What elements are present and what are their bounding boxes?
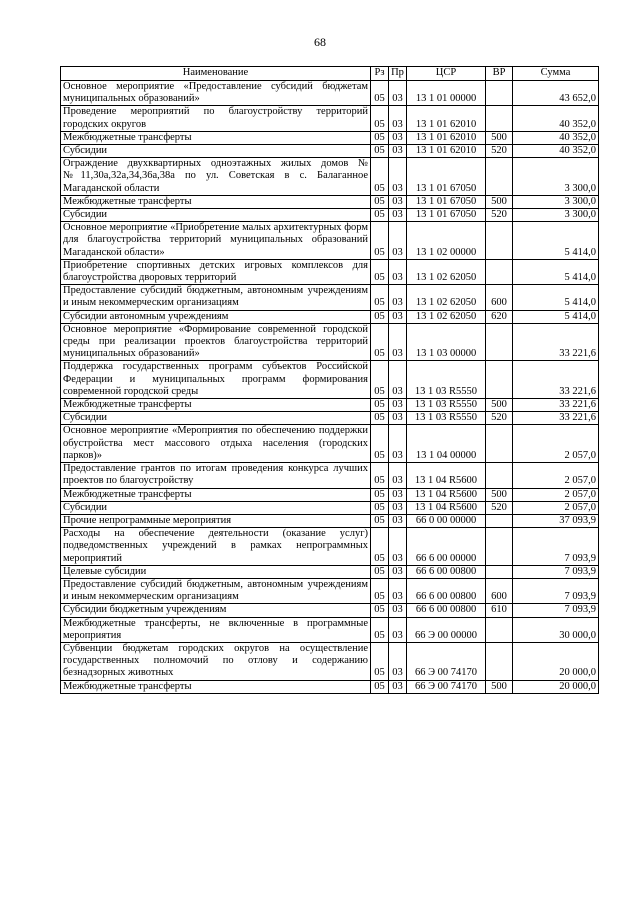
row-name: Основное мероприятие «Предоставление субсидий бюджетам муниципальных образований»: [61, 81, 371, 106]
row-csr: 66 0 00 00000: [407, 514, 486, 527]
row-csr: 13 1 02 62050: [407, 285, 486, 310]
page-number: 68: [314, 35, 326, 49]
table-row: [61, 310, 599, 323]
row-rz: 05: [371, 501, 389, 514]
row-pr: 03: [389, 642, 407, 680]
row-name: Субвенции бюджетам городских округов на осуществление государственных полномочий по отлову и содержанию безнадзорных животных: [61, 642, 371, 680]
table-row: [61, 81, 599, 106]
row-name: Основное мероприятие «Формирование современной городской среды при реализации проектов благоустройства территорий муниципальных образований»: [61, 323, 371, 361]
row-rz: 05: [371, 81, 389, 106]
row-sum: 30 000,0: [513, 617, 599, 642]
row-vr: [486, 528, 513, 566]
row-vr: [486, 259, 513, 284]
row-pr: 03: [389, 81, 407, 106]
row-sum: 2 057,0: [513, 425, 599, 463]
table-row: [61, 604, 599, 617]
row-rz: 05: [371, 145, 389, 158]
table-header-row: [61, 67, 599, 81]
table-row: [61, 528, 599, 566]
column-header-vr: ВР: [486, 67, 513, 81]
row-rz: 05: [371, 195, 389, 208]
table-row: [61, 209, 599, 222]
row-csr: 13 1 02 00000: [407, 222, 486, 260]
row-pr: 03: [389, 604, 407, 617]
row-pr: 03: [389, 399, 407, 412]
row-sum: 7 093,9: [513, 578, 599, 603]
row-vr: 520: [486, 145, 513, 158]
row-rz: 05: [371, 310, 389, 323]
table-row: [61, 145, 599, 158]
row-sum: 20 000,0: [513, 642, 599, 680]
row-rz: 05: [371, 642, 389, 680]
row-sum: 3 300,0: [513, 209, 599, 222]
row-vr: 500: [486, 195, 513, 208]
row-sum: 2 057,0: [513, 463, 599, 488]
row-name: Ограждение двухквартирных одноэтажных жилых домов №№11,30а,32а,34,36а,38а по ул. Советская в с. Балаганное Магаданской области: [61, 158, 371, 196]
row-pr: 03: [389, 131, 407, 144]
row-name: Приобретение спортивных детских игровых комплексов для благоустройства дворовых территорий: [61, 259, 371, 284]
row-csr: 13 1 02 62050: [407, 310, 486, 323]
row-vr: 500: [486, 488, 513, 501]
row-rz: 05: [371, 399, 389, 412]
row-name: Субсидии бюджетным учреждениям: [61, 604, 371, 617]
row-rz: 05: [371, 578, 389, 603]
row-vr: [486, 361, 513, 399]
row-pr: 03: [389, 209, 407, 222]
row-sum: 7 093,9: [513, 528, 599, 566]
row-vr: 610: [486, 604, 513, 617]
row-rz: 05: [371, 565, 389, 578]
row-pr: 03: [389, 361, 407, 399]
row-rz: 05: [371, 425, 389, 463]
row-rz: 05: [371, 222, 389, 260]
row-csr: 13 1 01 62010: [407, 106, 486, 131]
row-rz: 05: [371, 412, 389, 425]
row-rz: 05: [371, 259, 389, 284]
row-csr: 13 1 01 67050: [407, 209, 486, 222]
row-sum: 2 057,0: [513, 488, 599, 501]
row-name: Межбюджетные трансферты: [61, 195, 371, 208]
row-csr: 13 1 04 R5600: [407, 488, 486, 501]
row-name: Межбюджетные трансферты: [61, 131, 371, 144]
row-rz: 05: [371, 285, 389, 310]
row-csr: 13 1 04 R5600: [407, 501, 486, 514]
row-vr: [486, 565, 513, 578]
table-row: [61, 501, 599, 514]
row-vr: 620: [486, 310, 513, 323]
row-rz: 05: [371, 617, 389, 642]
table-row: [61, 617, 599, 642]
row-csr: 66 Э 00 74170: [407, 642, 486, 680]
row-sum: 33 221,6: [513, 323, 599, 361]
row-vr: 520: [486, 209, 513, 222]
row-csr: 66 6 00 00000: [407, 528, 486, 566]
table-row: [61, 425, 599, 463]
row-csr: 13 1 04 00000: [407, 425, 486, 463]
row-vr: [486, 463, 513, 488]
row-pr: 03: [389, 488, 407, 501]
row-vr: [486, 514, 513, 527]
row-sum: 5 414,0: [513, 285, 599, 310]
row-sum: 43 652,0: [513, 81, 599, 106]
row-vr: 520: [486, 412, 513, 425]
row-pr: 03: [389, 578, 407, 603]
row-rz: 05: [371, 514, 389, 527]
row-csr: 13 1 01 00000: [407, 81, 486, 106]
row-sum: 33 221,6: [513, 361, 599, 399]
row-csr: 66 6 00 00800: [407, 578, 486, 603]
row-csr: 13 1 01 67050: [407, 195, 486, 208]
row-rz: 05: [371, 463, 389, 488]
row-csr: 66 6 00 00800: [407, 604, 486, 617]
row-name: Поддержка государственных программ субъектов Российской Федерации и муниципальных программ формирования современной городской среды: [61, 361, 371, 399]
row-rz: 05: [371, 488, 389, 501]
row-sum: 37 093,9: [513, 514, 599, 527]
row-name: Целевые субсидии: [61, 565, 371, 578]
row-pr: 03: [389, 528, 407, 566]
row-rz: 05: [371, 209, 389, 222]
table-row: [61, 131, 599, 144]
row-csr: 13 1 03 R5550: [407, 361, 486, 399]
row-name: Межбюджетные трансферты: [61, 488, 371, 501]
row-name: Субсидии: [61, 412, 371, 425]
table-row: [61, 323, 599, 361]
table-row: [61, 463, 599, 488]
row-pr: 03: [389, 323, 407, 361]
table-row: [61, 565, 599, 578]
row-csr: 13 1 03 R5550: [407, 399, 486, 412]
row-name: Субсидии: [61, 145, 371, 158]
row-csr: 13 1 01 62010: [407, 131, 486, 144]
row-rz: 05: [371, 323, 389, 361]
row-vr: 600: [486, 285, 513, 310]
row-name: Предоставление субсидий бюджетным, автономным учреждениям и иным некоммерческим организациям: [61, 578, 371, 603]
row-csr: 13 1 04 R5600: [407, 463, 486, 488]
table-row: [61, 259, 599, 284]
column-header-pr: Пр: [389, 67, 407, 81]
row-pr: 03: [389, 195, 407, 208]
row-sum: 3 300,0: [513, 158, 599, 196]
row-rz: 05: [371, 361, 389, 399]
row-pr: 03: [389, 285, 407, 310]
row-name: Межбюджетные трансферты: [61, 680, 371, 693]
row-sum: 33 221,6: [513, 399, 599, 412]
table-row: [61, 106, 599, 131]
row-name: Предоставление грантов по итогам проведения конкурса лучших проектов по благоустройству: [61, 463, 371, 488]
row-vr: 500: [486, 131, 513, 144]
row-sum: 5 414,0: [513, 259, 599, 284]
row-vr: [486, 642, 513, 680]
table-row: [61, 158, 599, 196]
column-header-sum: Сумма: [513, 67, 599, 81]
column-header-rz: Рз: [371, 67, 389, 81]
row-sum: 40 352,0: [513, 131, 599, 144]
row-rz: 05: [371, 131, 389, 144]
row-csr: 66 Э 00 00000: [407, 617, 486, 642]
row-vr: [486, 617, 513, 642]
table-row: [61, 222, 599, 260]
row-vr: [486, 158, 513, 196]
row-rz: 05: [371, 106, 389, 131]
row-pr: 03: [389, 514, 407, 527]
row-vr: [486, 81, 513, 106]
table-row: [61, 642, 599, 680]
row-sum: 5 414,0: [513, 310, 599, 323]
table-row: [61, 399, 599, 412]
row-sum: 7 093,9: [513, 604, 599, 617]
row-pr: 03: [389, 425, 407, 463]
row-name: Основное мероприятие «Приобретение малых архитектурных форм для благоустройства территорий муниципальных образований Магаданской области»: [61, 222, 371, 260]
row-pr: 03: [389, 617, 407, 642]
column-header-csr: ЦСР: [407, 67, 486, 81]
row-pr: 03: [389, 310, 407, 323]
row-pr: 03: [389, 158, 407, 196]
row-name: Предоставление субсидий бюджетным, автономным учреждениям и иным некоммерческим организациям: [61, 285, 371, 310]
row-pr: 03: [389, 463, 407, 488]
row-csr: 66 6 00 00800: [407, 565, 486, 578]
row-name: Основное мероприятие «Мероприятия по обеспечению поддержки обустройства мест массового отдыха населения (городских парков)»: [61, 425, 371, 463]
row-sum: 33 221,6: [513, 412, 599, 425]
table-row: [61, 680, 599, 693]
row-pr: 03: [389, 106, 407, 131]
row-sum: 3 300,0: [513, 195, 599, 208]
row-vr: [486, 222, 513, 260]
row-rz: 05: [371, 604, 389, 617]
row-vr: 520: [486, 501, 513, 514]
table-row: [61, 285, 599, 310]
row-vr: [486, 425, 513, 463]
row-name: Прочие непрограммные мероприятия: [61, 514, 371, 527]
row-rz: 05: [371, 158, 389, 196]
row-name: Субсидии: [61, 209, 371, 222]
table-row: [61, 361, 599, 399]
row-name: Межбюджетные трансферты, не включенные в программные мероприятия: [61, 617, 371, 642]
row-vr: [486, 106, 513, 131]
row-sum: 2 057,0: [513, 501, 599, 514]
row-csr: 13 1 01 67050: [407, 158, 486, 196]
row-sum: 5 414,0: [513, 222, 599, 260]
table-row: [61, 412, 599, 425]
row-sum: 20 000,0: [513, 680, 599, 693]
row-pr: 03: [389, 222, 407, 260]
row-vr: [486, 323, 513, 361]
row-name: Субсидии: [61, 501, 371, 514]
row-name: Субсидии автономным учреждениям: [61, 310, 371, 323]
row-sum: 40 352,0: [513, 145, 599, 158]
row-name: Межбюджетные трансферты: [61, 399, 371, 412]
column-header-name: Наименование: [61, 67, 371, 81]
row-pr: 03: [389, 680, 407, 693]
row-pr: 03: [389, 565, 407, 578]
row-csr: 13 1 01 62010: [407, 145, 486, 158]
row-name: Расходы на обеспечение деятельности (оказание услуг) подведомственных учреждений в рамках непрограммных мероприятий: [61, 528, 371, 566]
row-name: Проведение мероприятий по благоустройству территорий городских округов: [61, 106, 371, 131]
row-pr: 03: [389, 259, 407, 284]
budget-table: [60, 66, 599, 694]
table-row: [61, 578, 599, 603]
row-vr: 500: [486, 399, 513, 412]
row-sum: 40 352,0: [513, 106, 599, 131]
row-vr: 600: [486, 578, 513, 603]
row-pr: 03: [389, 145, 407, 158]
row-vr: 500: [486, 680, 513, 693]
table-row: [61, 514, 599, 527]
row-csr: 13 1 03 R5550: [407, 412, 486, 425]
row-rz: 05: [371, 528, 389, 566]
row-csr: 13 1 02 62050: [407, 259, 486, 284]
row-pr: 03: [389, 412, 407, 425]
row-pr: 03: [389, 501, 407, 514]
row-rz: 05: [371, 680, 389, 693]
table-row: [61, 195, 599, 208]
row-csr: 66 Э 00 74170: [407, 680, 486, 693]
table-row: [61, 488, 599, 501]
row-csr: 13 1 03 00000: [407, 323, 486, 361]
row-sum: 7 093,9: [513, 565, 599, 578]
